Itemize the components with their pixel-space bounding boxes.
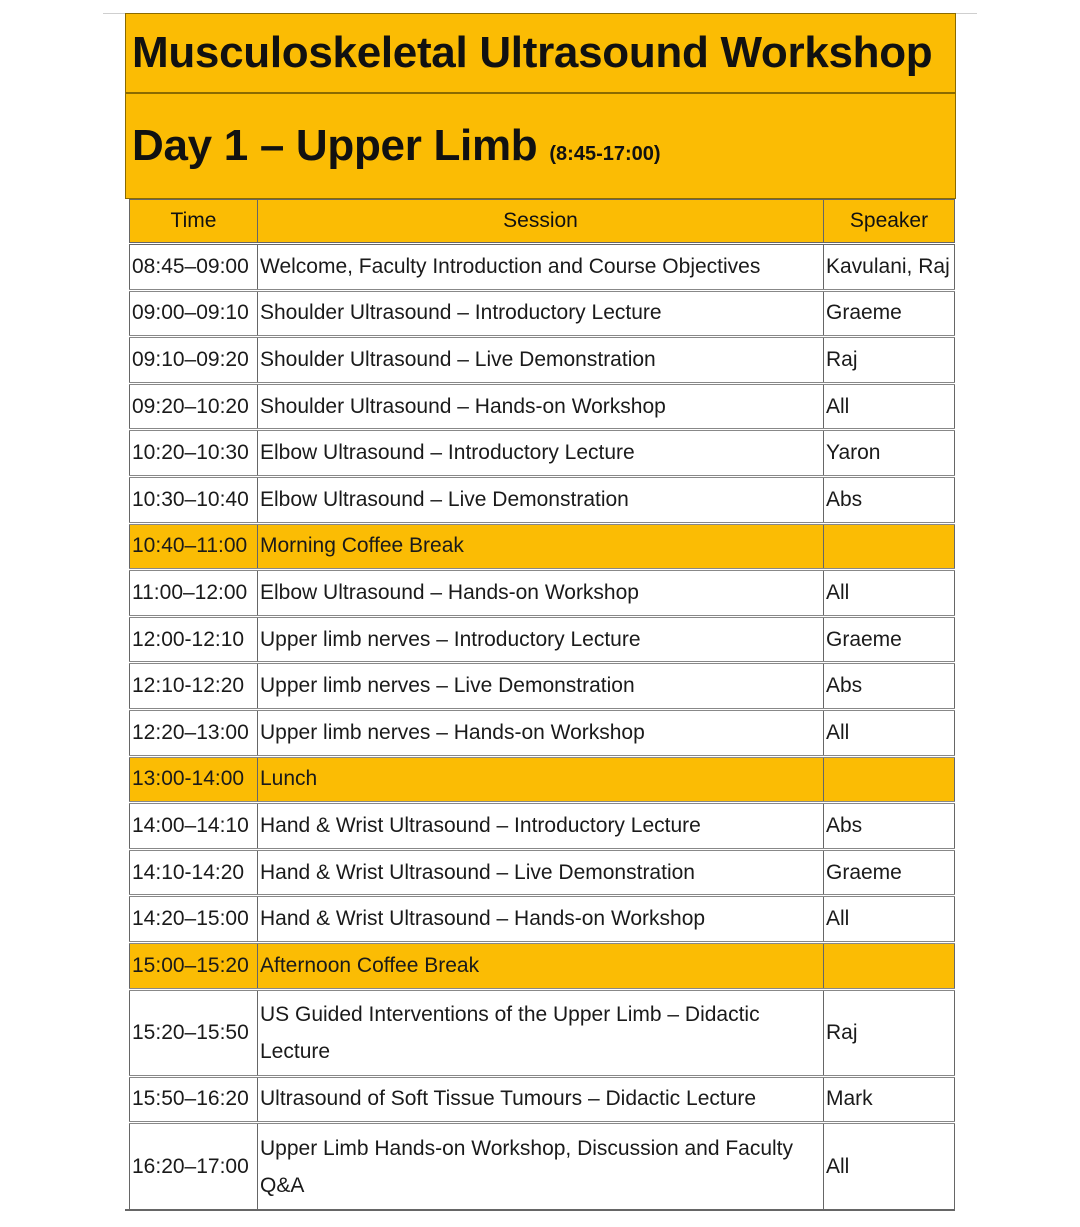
table-row (130, 337, 955, 384)
table-row (130, 290, 955, 337)
time-cell: 10:20–10:30 (130, 430, 258, 477)
time-cell: 15:00–15:20 (130, 942, 258, 989)
table-row (130, 896, 955, 943)
time-cell: 16:20–17:00 (130, 1123, 258, 1210)
header-speaker: Speaker (824, 200, 955, 244)
time-cell: 09:00–09:10 (130, 290, 258, 337)
speaker-cell: Graeme (824, 849, 955, 896)
time-cell: 09:20–10:20 (130, 383, 258, 430)
table-row (130, 383, 955, 430)
table-header-row (130, 200, 955, 244)
speaker-cell: Abs (824, 663, 955, 710)
table-row (130, 849, 955, 896)
time-cell: 10:30–10:40 (130, 476, 258, 523)
header-session: Session (258, 200, 824, 244)
session-cell: Elbow Ultrasound – Live Demonstration (258, 476, 824, 523)
speaker-cell (824, 523, 955, 570)
session-cell: Morning Coffee Break (258, 523, 824, 570)
session-cell: Lunch (258, 756, 824, 803)
session-cell: Elbow Ultrasound – Hands-on Workshop (258, 570, 824, 617)
session-cell: Welcome, Faculty Introduction and Course Objectives (258, 244, 824, 291)
header-time: Time (130, 200, 258, 244)
session-cell: Hand & Wrist Ultrasound – Live Demonstration (258, 849, 824, 896)
schedule-table (129, 199, 955, 1210)
session-cell: Shoulder Ultrasound – Introductory Lecture (258, 290, 824, 337)
speaker-cell: Yaron (824, 430, 955, 477)
time-cell: 09:10–09:20 (130, 337, 258, 384)
time-cell: 12:00-12:10 (130, 616, 258, 663)
speaker-cell: Kavulani, Raj (824, 244, 955, 291)
break-row (130, 756, 955, 803)
time-cell: 14:20–15:00 (130, 896, 258, 943)
speaker-cell (824, 942, 955, 989)
session-cell: Hand & Wrist Ultrasound – Introductory Lecture (258, 803, 824, 850)
speaker-cell: Graeme (824, 616, 955, 663)
table-row (130, 803, 955, 850)
table-row (130, 616, 955, 663)
time-cell: 12:20–13:00 (130, 709, 258, 756)
schedule-body (130, 244, 955, 1210)
speaker-cell (824, 756, 955, 803)
time-cell: 11:00–12:00 (130, 570, 258, 617)
speaker-cell: All (824, 896, 955, 943)
session-cell: Upper Limb Hands-on Workshop, Discussion and Faculty Q&A (258, 1123, 824, 1210)
day-title: Day 1 – Upper Limb (132, 121, 538, 170)
break-row (130, 942, 955, 989)
time-cell: 12:10-12:20 (130, 663, 258, 710)
table-row (130, 244, 955, 291)
speaker-cell: All (824, 570, 955, 617)
session-cell: Shoulder Ultrasound – Live Demonstration (258, 337, 824, 384)
table-row (130, 1123, 955, 1210)
time-cell: 14:00–14:10 (130, 803, 258, 850)
time-cell: 13:00-14:00 (130, 756, 258, 803)
speaker-cell: Abs (824, 803, 955, 850)
time-cell: 15:50–16:20 (130, 1076, 258, 1123)
break-row (130, 523, 955, 570)
speaker-cell: Abs (824, 476, 955, 523)
day-hours: (8:45-17:00) (549, 142, 661, 165)
session-cell: Hand & Wrist Ultrasound – Hands-on Workshop (258, 896, 824, 943)
time-cell: 10:40–11:00 (130, 523, 258, 570)
session-cell: Shoulder Ultrasound – Hands-on Workshop (258, 383, 824, 430)
speaker-cell: All (824, 383, 955, 430)
document-title: Musculoskeletal Ultrasound Workshop (132, 28, 933, 77)
time-cell: 08:45–09:00 (130, 244, 258, 291)
speaker-cell: Raj (824, 337, 955, 384)
day-band (126, 94, 955, 198)
time-cell: 15:20–15:50 (130, 989, 258, 1076)
table-row (130, 989, 955, 1076)
session-cell: Upper limb nerves – Live Demonstration (258, 663, 824, 710)
session-cell: Elbow Ultrasound – Introductory Lecture (258, 430, 824, 477)
table-row (130, 663, 955, 710)
time-cell: 14:10-14:20 (130, 849, 258, 896)
table-row (130, 709, 955, 756)
session-cell: US Guided Interventions of the Upper Limb – Didactic Lecture (258, 989, 824, 1076)
session-cell: Upper limb nerves – Introductory Lecture (258, 616, 824, 663)
header-block (125, 13, 956, 199)
table-row (130, 1076, 955, 1123)
session-cell: Afternoon Coffee Break (258, 942, 824, 989)
speaker-cell: All (824, 709, 955, 756)
speaker-cell: Mark (824, 1076, 955, 1123)
title-band (126, 14, 955, 94)
speaker-cell: Graeme (824, 290, 955, 337)
bottom-rule (125, 1209, 955, 1211)
session-cell: Upper limb nerves – Hands-on Workshop (258, 709, 824, 756)
table-row (130, 430, 955, 477)
table-row (130, 570, 955, 617)
session-cell: Ultrasound of Soft Tissue Tumours – Didactic Lecture (258, 1076, 824, 1123)
speaker-cell: Raj (824, 989, 955, 1076)
table-row (130, 476, 955, 523)
speaker-cell: All (824, 1123, 955, 1210)
